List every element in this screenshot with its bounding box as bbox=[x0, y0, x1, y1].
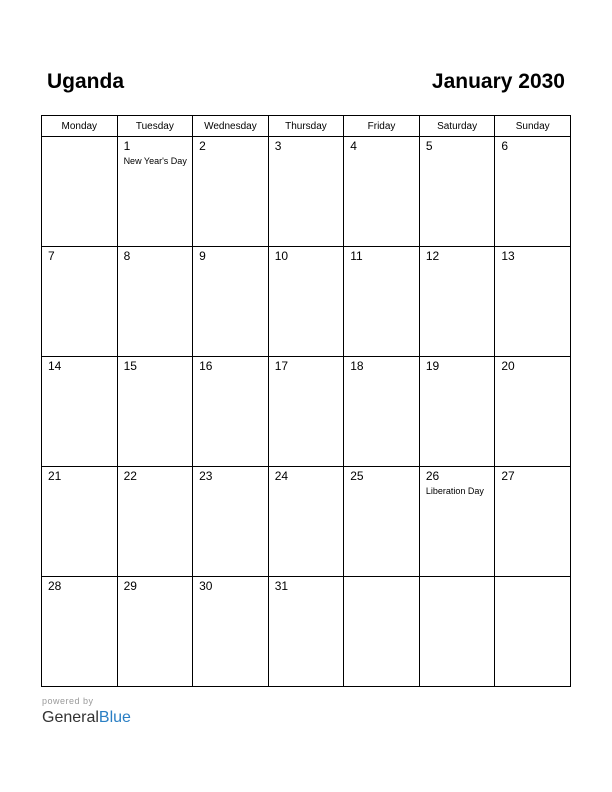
holiday-label bbox=[344, 580, 419, 582]
day-cell bbox=[117, 467, 193, 577]
day-cell bbox=[495, 577, 571, 687]
holiday-label bbox=[118, 483, 193, 485]
day-number: 22 bbox=[123, 469, 137, 483]
day-number: 3 bbox=[274, 139, 282, 153]
holiday-label bbox=[118, 593, 193, 595]
weekday-thursday: Thursday bbox=[268, 116, 344, 137]
holiday-label bbox=[118, 373, 193, 375]
powered-by-text: powered by bbox=[42, 696, 94, 706]
week-row bbox=[42, 137, 571, 247]
holiday-label bbox=[420, 373, 495, 375]
day-cell bbox=[268, 467, 344, 577]
day-cell bbox=[42, 137, 118, 247]
day-cell bbox=[117, 357, 193, 467]
day-number: 16 bbox=[199, 359, 213, 373]
holiday-label bbox=[269, 263, 344, 265]
day-number: 28 bbox=[48, 579, 62, 593]
holiday-label bbox=[193, 263, 268, 265]
day-number: 24 bbox=[274, 469, 289, 483]
day-cell bbox=[419, 357, 495, 467]
holiday-label bbox=[495, 483, 570, 485]
holiday-label bbox=[344, 483, 419, 485]
holiday-label: Liberation Day bbox=[425, 486, 484, 496]
holiday-label bbox=[344, 263, 419, 265]
holiday-label bbox=[42, 483, 117, 485]
day-number: 7 bbox=[48, 249, 55, 263]
day-cell bbox=[42, 467, 118, 577]
calendar-grid bbox=[41, 115, 571, 687]
day-cell bbox=[344, 577, 420, 687]
day-cell bbox=[193, 577, 269, 687]
day-number: 4 bbox=[350, 139, 357, 153]
day-number: 1 bbox=[123, 139, 131, 153]
holiday-label bbox=[344, 373, 419, 375]
holiday-label bbox=[193, 373, 268, 375]
brand-name-blue: Blue bbox=[98, 709, 131, 726]
day-number: 9 bbox=[199, 249, 206, 263]
weekday-wednesday: Wednesday bbox=[193, 116, 269, 137]
brand-name-general: General bbox=[42, 709, 99, 726]
day-cell bbox=[344, 137, 420, 247]
holiday-label bbox=[269, 373, 344, 375]
day-cell bbox=[268, 247, 344, 357]
holiday-label bbox=[42, 373, 117, 375]
day-cell bbox=[42, 577, 118, 687]
holiday-label bbox=[269, 483, 344, 485]
weekday-sunday: Sunday bbox=[495, 116, 571, 137]
holiday-label bbox=[420, 153, 495, 155]
holiday-label bbox=[495, 153, 570, 155]
holiday-label bbox=[193, 593, 268, 595]
country-title: Uganda bbox=[47, 70, 125, 93]
weekday-monday: Monday bbox=[42, 116, 118, 137]
day-cell bbox=[42, 357, 118, 467]
week-row bbox=[42, 357, 571, 467]
day-number: 21 bbox=[48, 469, 62, 483]
day-number: 11 bbox=[350, 249, 363, 263]
day-number: 30 bbox=[199, 579, 213, 593]
day-number: 6 bbox=[501, 139, 509, 153]
week-row bbox=[42, 577, 571, 687]
month-title: January 2030 bbox=[431, 70, 565, 93]
holiday-label bbox=[344, 153, 419, 155]
day-number: 31 bbox=[274, 579, 289, 593]
day-cell bbox=[495, 467, 571, 577]
day-number: 14 bbox=[48, 359, 62, 373]
day-number: 29 bbox=[123, 579, 137, 593]
calendar-body bbox=[42, 137, 571, 687]
holiday-label bbox=[420, 580, 495, 582]
day-number: 23 bbox=[199, 469, 213, 483]
week-row bbox=[42, 467, 571, 577]
weekday-header-row bbox=[42, 116, 571, 137]
day-number: 13 bbox=[501, 249, 515, 263]
holiday-label bbox=[193, 153, 268, 155]
holiday-label bbox=[269, 593, 344, 595]
day-number: 8 bbox=[123, 249, 131, 263]
week-row bbox=[42, 247, 571, 357]
holiday-label bbox=[42, 140, 117, 142]
day-cell bbox=[419, 577, 495, 687]
day-number: 18 bbox=[350, 359, 364, 373]
holiday-label bbox=[269, 153, 344, 155]
holiday-label bbox=[495, 580, 570, 582]
day-cell bbox=[495, 137, 571, 247]
day-number: 25 bbox=[350, 469, 364, 483]
day-cell bbox=[419, 247, 495, 357]
weekday-tuesday: Tuesday bbox=[117, 116, 193, 137]
day-number: 19 bbox=[425, 359, 440, 373]
day-cell bbox=[495, 357, 571, 467]
day-cell bbox=[193, 247, 269, 357]
day-number: 20 bbox=[501, 359, 515, 373]
day-cell bbox=[117, 137, 193, 247]
day-cell bbox=[268, 577, 344, 687]
holiday-label bbox=[495, 373, 570, 375]
day-number: 2 bbox=[199, 139, 206, 153]
day-cell bbox=[42, 247, 118, 357]
day-cell bbox=[344, 357, 420, 467]
day-cell bbox=[117, 247, 193, 357]
day-cell bbox=[117, 577, 193, 687]
holiday-label bbox=[118, 263, 193, 265]
day-number: 26 bbox=[425, 469, 440, 483]
day-cell bbox=[268, 137, 344, 247]
weekday-saturday: Saturday bbox=[419, 116, 495, 137]
holiday-label bbox=[420, 263, 495, 265]
day-cell bbox=[344, 467, 420, 577]
footer-logo bbox=[42, 696, 131, 728]
day-cell bbox=[344, 247, 420, 357]
day-number: 15 bbox=[123, 359, 137, 373]
weekday-friday: Friday bbox=[344, 116, 420, 137]
day-cell bbox=[495, 247, 571, 357]
day-number: 10 bbox=[274, 249, 289, 263]
holiday-label bbox=[193, 483, 268, 485]
day-number: 17 bbox=[274, 359, 289, 373]
holiday-label bbox=[42, 263, 117, 265]
day-cell bbox=[419, 137, 495, 247]
holiday-label bbox=[42, 593, 117, 595]
day-number: 12 bbox=[425, 249, 440, 263]
day-number: 27 bbox=[501, 469, 515, 483]
day-cell bbox=[419, 467, 495, 577]
holiday-label bbox=[495, 263, 570, 265]
day-cell bbox=[193, 357, 269, 467]
brand-logo bbox=[42, 708, 131, 728]
day-number: 5 bbox=[425, 139, 433, 153]
holiday-label: New Year's Day bbox=[123, 156, 187, 166]
day-cell bbox=[193, 467, 269, 577]
day-cell bbox=[268, 357, 344, 467]
day-cell bbox=[193, 137, 269, 247]
